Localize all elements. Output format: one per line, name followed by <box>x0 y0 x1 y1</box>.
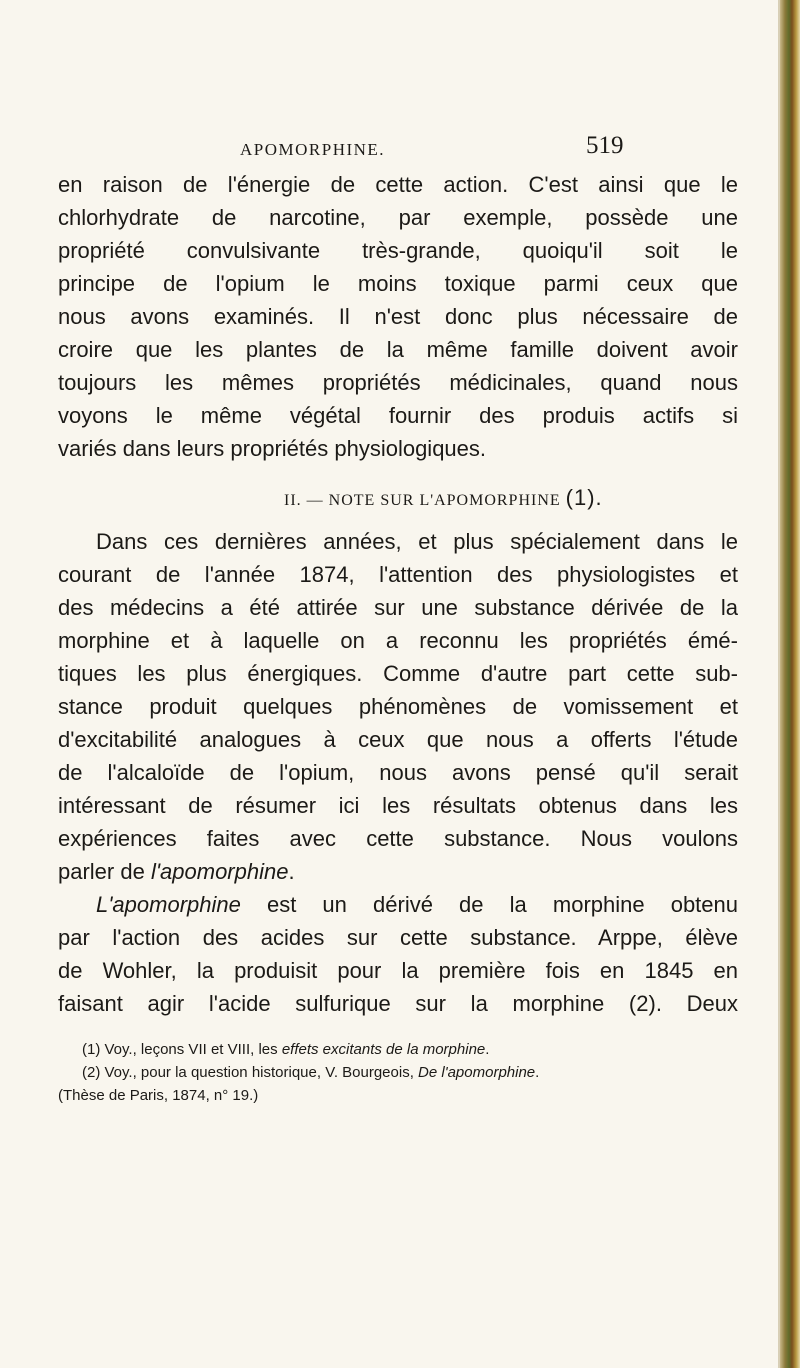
text-line: des médecins a été attirée sur une substance dérivée de la <box>58 595 738 620</box>
text-fragment: est un dérivé de la morphine obtenu <box>240 892 738 917</box>
text-line: croire que les plantes de la même famille doivent avoir <box>58 337 738 362</box>
footnote-2 <box>58 1061 738 1084</box>
paragraph-3 <box>58 888 738 1020</box>
text-line: nous avons examinés. Il n'est donc plus nécessaire de <box>58 304 738 329</box>
text-line: d'excitabilité analogues à ceux que nous a offerts l'étude <box>58 727 738 752</box>
paragraph-1 <box>58 168 738 465</box>
text-line: morphine et à laquelle on a reconnu les propriétés émé- <box>58 628 738 653</box>
text-fragment: . <box>288 859 295 884</box>
section-note-ref: (1). <box>565 485 603 510</box>
section-heading <box>58 465 738 525</box>
text-line: en raison de l'énergie de cette action. C'est ainsi que le <box>58 172 738 197</box>
text-line: par l'action des acides sur cette substance. Arppe, élève <box>58 925 738 950</box>
footnote-2-continuation: (Thèse de Paris, 1874, n° 19.) <box>58 1087 259 1104</box>
text-line: toujours les mêmes propriétés médicinales, quand nous <box>58 370 738 395</box>
text-line <box>58 855 738 888</box>
page-header <box>58 130 738 170</box>
text-line: principe de l'opium le moins toxique parmi ceux que <box>58 271 738 296</box>
footnote-1 <box>58 1038 738 1061</box>
text-line: voyons le même végétal fournir des produis actifs si <box>58 403 738 428</box>
book-edge <box>780 0 800 1368</box>
footnote-italic: De l'apomorphine <box>418 1064 536 1081</box>
text-line: expériences faites avec cette substance. Nous voulons <box>58 826 738 851</box>
footnote-text: . <box>485 1041 490 1058</box>
footnotes <box>58 1038 738 1107</box>
text-line: propriété convulsivante très-grande, quoiqu'il soit le <box>58 238 738 263</box>
page-number: 519 <box>586 132 624 159</box>
text-line: courant de l'année 1874, l'attention des physiologistes et <box>58 562 738 587</box>
text-line: chlorhydrate de narcotine, par exemple, possède une <box>58 205 738 230</box>
paragraph-2 <box>58 525 738 888</box>
section-dash: — <box>306 492 324 509</box>
footnote-text: (2) Voy., pour la question historique, V. Bourgeois, <box>82 1064 419 1081</box>
text-line: de l'alcaloïde de l'opium, nous avons pensé qu'il serait <box>58 760 738 785</box>
page-body <box>58 168 738 1107</box>
text-line: de Wohler, la produisit pour la première fois en 1845 en <box>58 958 738 983</box>
text-line <box>58 888 738 921</box>
text-line: intéressant de résumer ici les résultats obtenus dans les <box>58 793 738 818</box>
italic-term: L'apomorphine <box>96 892 241 917</box>
footnote-text: . <box>535 1064 540 1081</box>
text-line: stance produit quelques phénomènes de vomissement et <box>58 694 738 719</box>
section-number: II. <box>284 492 302 509</box>
running-head: APOMORPHINE. <box>240 140 386 159</box>
italic-term: l'apomorphine <box>150 859 289 884</box>
footnote-text: (1) Voy., leçons VII et VIII, les <box>82 1041 282 1058</box>
section-title-text: NOTE SUR L'APOMORPHINE <box>328 492 561 509</box>
text-line: faisant agir l'acide sulfurique sur la morphine (2). Deux <box>58 991 738 1016</box>
text-fragment: parler de <box>58 859 151 884</box>
text-line: tiques les plus énergiques. Comme d'autre part cette sub- <box>58 661 738 686</box>
text-line: variés dans leurs propriétés physiologiques. <box>58 436 487 461</box>
text-line: Dans ces dernières années, et plus spécialement dans le <box>96 529 738 554</box>
footnote-italic: effets excitants de la morphine <box>281 1041 486 1058</box>
